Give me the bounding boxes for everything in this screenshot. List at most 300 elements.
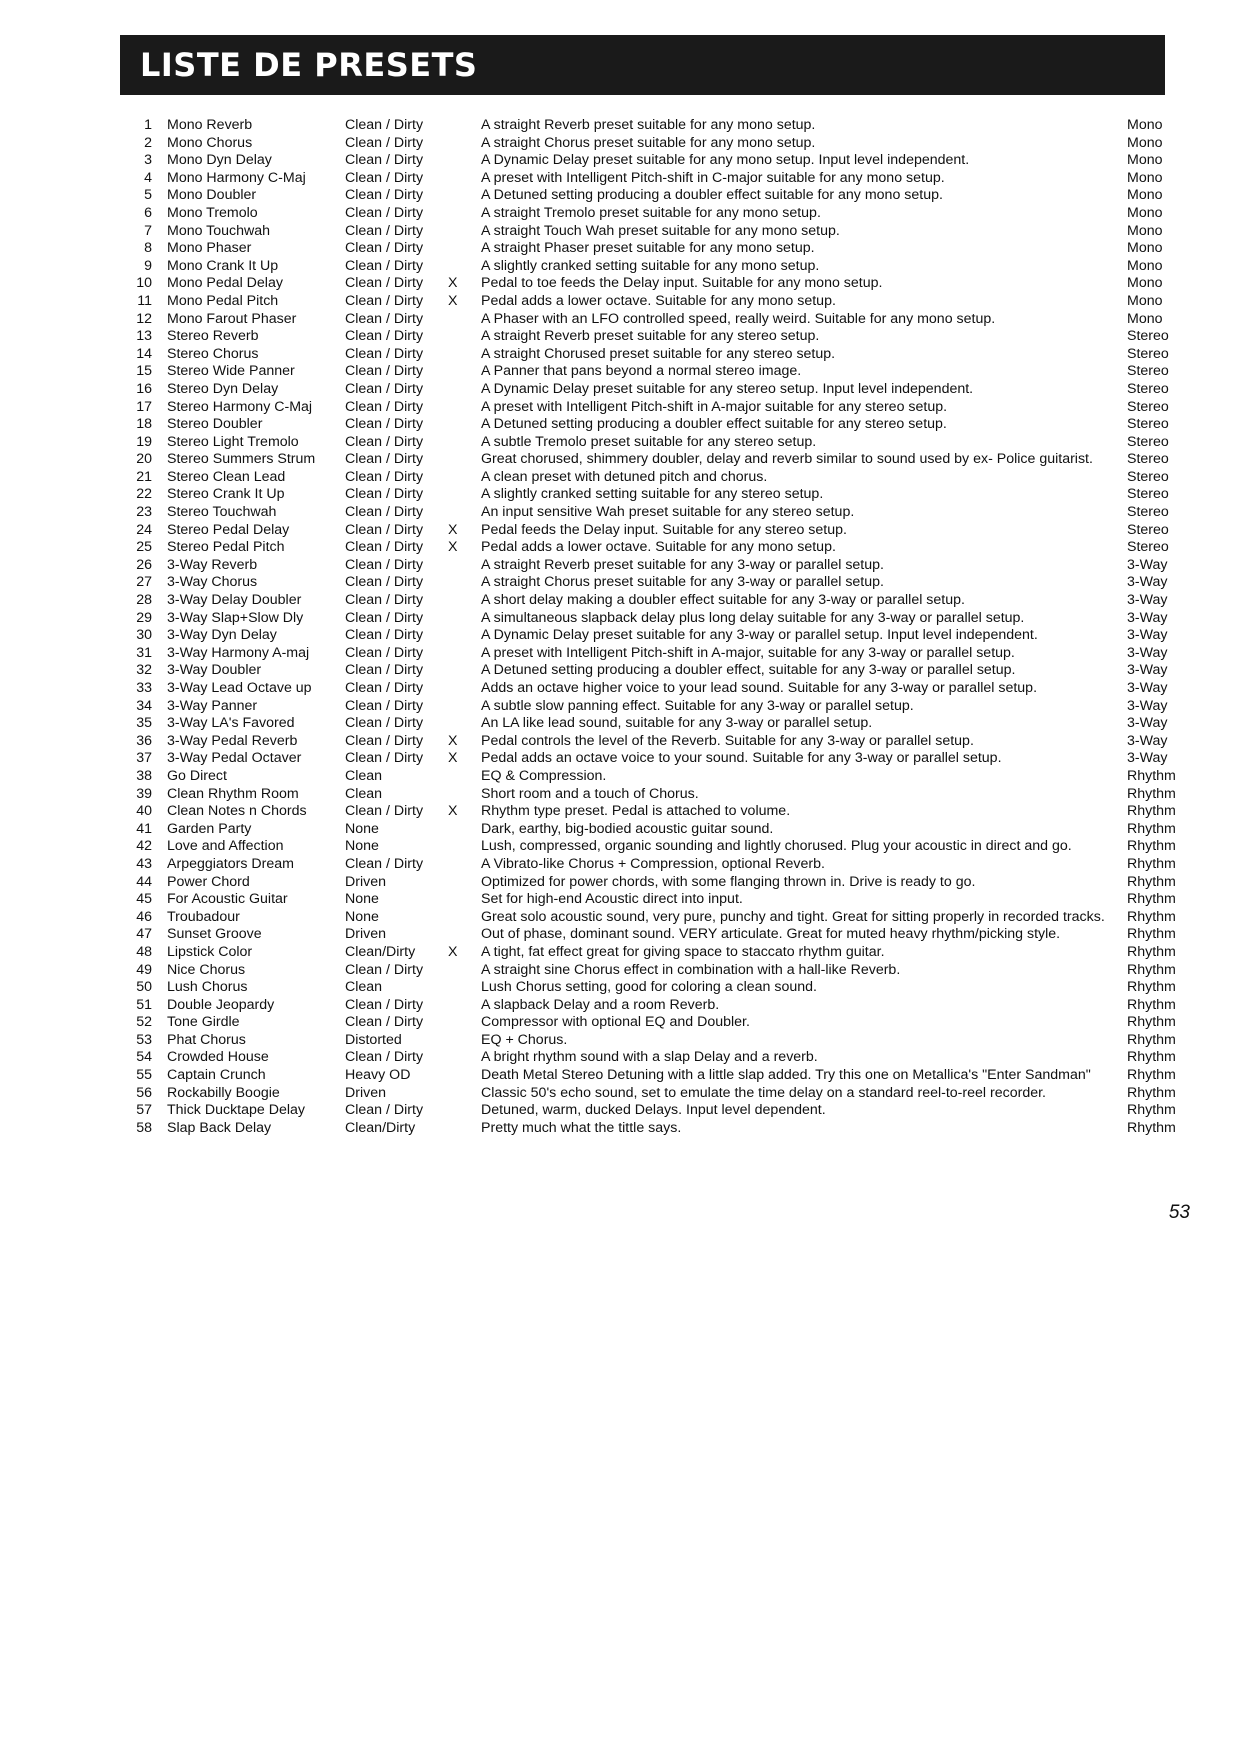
table-row	[122, 1067, 1202, 1085]
preset-setup: Rhythm	[1127, 855, 1176, 872]
preset-type: Clean / Dirty	[345, 644, 424, 661]
preset-setup: Rhythm	[1127, 1067, 1176, 1084]
preset-setup: Rhythm	[1127, 803, 1176, 820]
preset-number: 37	[136, 750, 152, 767]
preset-description: A subtle Tremolo preset suitable for any stereo setup.	[481, 433, 817, 450]
table-row	[122, 838, 1202, 856]
table-row	[122, 962, 1202, 980]
preset-name: Love and Affection	[167, 838, 284, 855]
table-row	[122, 891, 1202, 909]
preset-setup: Mono	[1127, 240, 1163, 257]
table-row	[122, 1014, 1202, 1032]
preset-setup: Stereo	[1127, 380, 1169, 397]
preset-description: Pretty much what the tittle says.	[481, 1119, 682, 1136]
preset-number: 19	[136, 433, 152, 450]
pedal-marker	[448, 1102, 481, 1120]
preset-description: A subtle slow panning effect. Suitable for any 3-way or parallel setup.	[481, 697, 914, 714]
preset-number: 39	[136, 785, 152, 802]
preset-description: A Detuned setting producing a doubler effect, suitable for any 3-way or parallel setup.	[481, 662, 1016, 679]
pedal-marker: X	[448, 943, 458, 960]
preset-number: 24	[136, 521, 152, 538]
preset-name: Go Direct	[167, 767, 227, 784]
preset-name: Stereo Dyn Delay	[167, 380, 279, 397]
table-row	[122, 311, 1202, 329]
preset-setup: Rhythm	[1127, 996, 1176, 1013]
pedal-marker	[448, 1032, 481, 1050]
pedal-marker	[448, 680, 481, 698]
preset-number: 42	[136, 838, 152, 855]
pedal-marker	[448, 662, 481, 680]
preset-description: A Panner that pans beyond a normal stereo image.	[481, 363, 802, 380]
preset-number: 18	[136, 416, 152, 433]
table-row	[122, 926, 1202, 944]
preset-type: Distorted	[345, 1031, 402, 1048]
pedal-marker	[448, 170, 481, 188]
pedal-marker: X	[448, 292, 458, 309]
preset-type: Clean / Dirty	[345, 1014, 424, 1031]
preset-number: 27	[136, 574, 152, 591]
preset-type: Clean / Dirty	[345, 1049, 424, 1066]
preset-number: 5	[144, 187, 152, 204]
preset-setup: Stereo	[1127, 451, 1169, 468]
preset-name: Thick Ducktape Delay	[167, 1102, 305, 1119]
table-row	[122, 363, 1202, 381]
preset-description: A straight Reverb preset suitable for any mono setup.	[481, 117, 816, 133]
preset-type: Clean / Dirty	[345, 363, 424, 380]
preset-type: Clean / Dirty	[345, 310, 424, 327]
table-row	[122, 856, 1202, 874]
preset-name: Phat Chorus	[167, 1031, 246, 1048]
preset-type: Clean / Dirty	[345, 627, 424, 644]
pedal-marker	[448, 926, 481, 944]
preset-type: Clean / Dirty	[345, 257, 424, 274]
preset-type: Clean / Dirty	[345, 187, 424, 204]
table-row	[122, 733, 1202, 751]
preset-number: 16	[136, 380, 152, 397]
preset-setup: 3-Way	[1127, 627, 1168, 644]
table-row	[122, 610, 1202, 628]
pedal-marker	[448, 856, 481, 874]
preset-description: A Detuned setting producing a doubler effect suitable for any mono setup.	[481, 187, 943, 204]
preset-name: Stereo Light Tremolo	[167, 433, 299, 450]
pedal-marker	[448, 874, 481, 892]
preset-setup: Stereo	[1127, 433, 1169, 450]
pedal-marker	[448, 135, 481, 153]
preset-setup: Stereo	[1127, 486, 1169, 503]
preset-description: Classic 50's echo sound, set to emulate the time delay on a standard reel-to-reel recorder.	[481, 1084, 1046, 1101]
preset-type: Clean / Dirty	[345, 504, 424, 521]
pedal-marker	[448, 1049, 481, 1067]
preset-name: Garden Party	[167, 820, 252, 837]
table-row	[122, 786, 1202, 804]
table-row	[122, 715, 1202, 733]
preset-name: Stereo Clean Lead	[167, 468, 286, 485]
preset-type: Clean	[345, 979, 383, 996]
table-row	[122, 1085, 1202, 1103]
preset-description: A short delay making a doubler effect suitable for any 3-way or parallel setup.	[481, 592, 965, 609]
preset-description: A straight Reverb preset suitable for any stereo setup.	[481, 328, 820, 345]
pedal-marker	[448, 486, 481, 504]
preset-number: 51	[136, 996, 152, 1013]
preset-type: Clean	[345, 785, 383, 802]
preset-name: 3-Way Doubler	[167, 662, 262, 679]
preset-number: 53	[136, 1031, 152, 1048]
preset-number: 31	[136, 644, 152, 661]
table-row	[122, 293, 1202, 311]
preset-setup: Rhythm	[1127, 1102, 1176, 1119]
preset-setup: Stereo	[1127, 363, 1169, 380]
preset-description: A simultaneous slapback delay plus long delay suitable for any 3-way or parallel setup.	[481, 609, 1025, 626]
preset-type: None	[345, 838, 379, 855]
preset-description: Adds an octave higher voice to your lead sound. Suitable for any 3-way or parallel setup.	[481, 680, 1038, 696]
pedal-marker	[448, 416, 481, 434]
preset-number: 1	[144, 117, 152, 133]
preset-description: Pedal to toe feeds the Delay input. Suitable for any mono setup.	[481, 275, 883, 292]
preset-description: Lush Chorus setting, good for coloring a clean sound.	[481, 979, 817, 996]
table-row	[122, 997, 1202, 1015]
preset-number: 56	[136, 1084, 152, 1101]
preset-description: Short room and a touch of Chorus.	[481, 785, 699, 802]
preset-number: 38	[136, 767, 152, 784]
pedal-marker	[448, 838, 481, 856]
page-title: LISTE DE PRESETS	[140, 46, 478, 84]
table-row	[122, 645, 1202, 663]
preset-name: Troubadour	[167, 908, 240, 925]
pedal-marker	[448, 187, 481, 205]
preset-setup: 3-Way	[1127, 715, 1168, 732]
preset-setup: 3-Way	[1127, 680, 1168, 696]
preset-description: Lush, compressed, organic sounding and lightly chorused. Plug your acoustic in direct and go.	[481, 838, 1072, 855]
pedal-marker	[448, 610, 481, 628]
preset-name: 3-Way Delay Doubler	[167, 592, 302, 609]
table-row	[122, 240, 1202, 258]
table-row	[122, 117, 1202, 135]
table-row	[122, 557, 1202, 575]
preset-description: Dark, earthy, big-bodied acoustic guitar sound.	[481, 820, 774, 837]
preset-setup: Rhythm	[1127, 1031, 1176, 1048]
preset-number: 20	[136, 451, 152, 468]
preset-number: 28	[136, 592, 152, 609]
pedal-marker	[448, 240, 481, 258]
table-row	[122, 662, 1202, 680]
pedal-marker	[448, 1014, 481, 1032]
preset-name: Tone Girdle	[167, 1014, 240, 1031]
preset-number: 29	[136, 609, 152, 626]
preset-name: Stereo Chorus	[167, 345, 259, 362]
table-row	[122, 187, 1202, 205]
preset-number: 40	[136, 803, 152, 820]
preset-setup: Rhythm	[1127, 1014, 1176, 1031]
pedal-marker	[448, 434, 481, 452]
preset-number: 3	[144, 152, 152, 169]
preset-number: 50	[136, 979, 152, 996]
preset-setup: Mono	[1127, 187, 1163, 204]
preset-name: Stereo Pedal Pitch	[167, 539, 285, 556]
pedal-marker	[448, 645, 481, 663]
table-row	[122, 821, 1202, 839]
preset-name: Crowded House	[167, 1049, 269, 1066]
preset-setup: Mono	[1127, 134, 1163, 151]
table-row	[122, 416, 1202, 434]
preset-description: A Detuned setting producing a doubler effect suitable for any stereo setup.	[481, 416, 947, 433]
preset-description: Pedal adds a lower octave. Suitable for any mono setup.	[481, 292, 836, 309]
pedal-marker	[448, 223, 481, 241]
preset-description: Pedal controls the level of the Reverb. Suitable for any 3-way or parallel setup.	[481, 732, 974, 749]
table-row	[122, 1120, 1202, 1138]
preset-description: Pedal adds an octave voice to your sound. Suitable for any 3-way or parallel setup.	[481, 750, 1002, 767]
preset-description: An input sensitive Wah preset suitable for any stereo setup.	[481, 504, 855, 521]
pedal-marker	[448, 399, 481, 417]
preset-number: 11	[137, 292, 152, 309]
preset-name: Mono Farout Phaser	[167, 310, 297, 327]
table-row	[122, 504, 1202, 522]
preset-number: 10	[136, 275, 152, 292]
preset-type: None	[345, 891, 379, 908]
pedal-marker	[448, 574, 481, 592]
preset-name: 3-Way Chorus	[167, 574, 258, 591]
preset-description: Pedal adds a lower octave. Suitable for any mono setup.	[481, 539, 836, 556]
preset-name: 3-Way Pedal Reverb	[167, 732, 298, 749]
preset-type: Clean / Dirty	[345, 697, 424, 714]
preset-description: A preset with Intelligent Pitch-shift in A-major, suitable for any 3-way or parallel setup.	[481, 644, 1015, 661]
pedal-marker	[448, 627, 481, 645]
preset-setup: Rhythm	[1127, 1049, 1176, 1066]
pedal-marker	[448, 909, 481, 927]
preset-setup: 3-Way	[1127, 592, 1168, 609]
preset-type: Clean / Dirty	[345, 468, 424, 485]
page-header	[120, 35, 1165, 95]
preset-number: 45	[136, 891, 152, 908]
preset-number: 22	[136, 486, 152, 503]
preset-type: Driven	[345, 873, 386, 890]
pedal-marker	[448, 504, 481, 522]
preset-type: Driven	[345, 1084, 386, 1101]
preset-number: 34	[136, 697, 152, 714]
preset-description: Pedal feeds the Delay input. Suitable for any stereo setup.	[481, 521, 847, 538]
preset-description: A Dynamic Delay preset suitable for any stereo setup. Input level independent.	[481, 380, 974, 397]
preset-setup: Mono	[1127, 152, 1163, 169]
preset-type: Clean/Dirty	[345, 1119, 416, 1136]
pedal-marker	[448, 469, 481, 487]
pedal-marker	[448, 152, 481, 170]
preset-setup: 3-Way	[1127, 697, 1168, 714]
preset-type: Clean / Dirty	[345, 117, 424, 133]
preset-name: 3-Way Lead Octave up	[167, 680, 312, 696]
preset-type: Heavy OD	[345, 1067, 411, 1084]
preset-name: 3-Way LA's Favored	[167, 715, 295, 732]
preset-number: 54	[136, 1049, 152, 1066]
preset-description: A slapback Delay and a room Reverb.	[481, 996, 720, 1013]
preset-type: Clean / Dirty	[345, 380, 424, 397]
preset-type: Clean / Dirty	[345, 662, 424, 679]
table-row	[122, 346, 1202, 364]
pedal-marker	[448, 311, 481, 329]
preset-setup: Rhythm	[1127, 961, 1176, 978]
table-row	[122, 434, 1202, 452]
pedal-marker	[448, 715, 481, 733]
preset-setup: Mono	[1127, 257, 1163, 274]
preset-setup: Rhythm	[1127, 891, 1176, 908]
preset-setup: Rhythm	[1127, 1119, 1176, 1136]
preset-type: Clean / Dirty	[345, 855, 424, 872]
table-row	[122, 486, 1202, 504]
preset-setup: 3-Way	[1127, 732, 1168, 749]
preset-number: 58	[136, 1119, 152, 1136]
pedal-marker: X	[448, 521, 458, 538]
table-row	[122, 522, 1202, 540]
preset-description: Compressor with optional EQ and Doubler.	[481, 1014, 750, 1031]
preset-setup: 3-Way	[1127, 609, 1168, 626]
preset-number: 43	[136, 855, 152, 872]
preset-name: Clean Notes n Chords	[167, 803, 307, 820]
preset-setup: Rhythm	[1127, 943, 1176, 960]
preset-name: Stereo Reverb	[167, 328, 259, 345]
pedal-marker	[448, 786, 481, 804]
preset-description: A slightly cranked setting suitable for any stereo setup.	[481, 486, 824, 503]
pedal-marker: X	[448, 539, 458, 556]
preset-number: 48	[136, 943, 152, 960]
pedal-marker	[448, 381, 481, 399]
preset-setup: Rhythm	[1127, 785, 1176, 802]
page-number: 53	[1168, 1202, 1190, 1223]
preset-number: 2	[144, 134, 152, 151]
preset-name: 3-Way Harmony A-maj	[167, 644, 310, 661]
preset-number: 36	[136, 732, 152, 749]
preset-description: A Vibrato-like Chorus + Compression, optional Reverb.	[481, 855, 825, 872]
table-row	[122, 223, 1202, 241]
table-row	[122, 627, 1202, 645]
preset-setup: Mono	[1127, 310, 1163, 327]
preset-description: EQ & Compression.	[481, 767, 607, 784]
preset-number: 44	[136, 873, 152, 890]
preset-type: Clean / Dirty	[345, 996, 424, 1013]
preset-number: 12	[136, 310, 152, 327]
preset-name: Stereo Touchwah	[167, 504, 277, 521]
preset-number: 47	[136, 926, 152, 943]
preset-setup: Rhythm	[1127, 838, 1176, 855]
preset-setup: Stereo	[1127, 328, 1169, 345]
pedal-marker	[448, 962, 481, 980]
table-row	[122, 944, 1202, 962]
preset-number: 6	[144, 204, 152, 221]
preset-name: Double Jeopardy	[167, 996, 275, 1013]
preset-number: 32	[136, 662, 152, 679]
preset-description: A clean preset with detuned pitch and chorus.	[481, 468, 768, 485]
preset-number: 7	[144, 222, 152, 239]
preset-description: Death Metal Stereo Detuning with a little slap added. Try this one on Metallica's "Enter Sandman"	[481, 1067, 1091, 1084]
preset-setup: Stereo	[1127, 468, 1169, 485]
table-row	[122, 909, 1202, 927]
preset-type: Clean / Dirty	[345, 204, 424, 221]
preset-description: Set for high-end Acoustic direct into input.	[481, 891, 743, 908]
preset-name: Rockabilly Boogie	[167, 1084, 280, 1101]
preset-name: Mono Pedal Pitch	[167, 292, 279, 309]
preset-type: Clean / Dirty	[345, 433, 424, 450]
preset-name: Lush Chorus	[167, 979, 248, 996]
table-row	[122, 399, 1202, 417]
preset-type: Clean / Dirty	[345, 275, 424, 292]
preset-name: Sunset Groove	[167, 926, 262, 943]
preset-name: Power Chord	[167, 873, 250, 890]
preset-number: 26	[136, 556, 152, 573]
pedal-marker	[448, 557, 481, 575]
preset-number: 33	[136, 680, 152, 696]
preset-type: Clean / Dirty	[345, 556, 424, 573]
pedal-marker	[448, 891, 481, 909]
preset-description: An LA like lead sound, suitable for any 3-way or parallel setup.	[481, 715, 873, 732]
preset-name: Mono Chorus	[167, 134, 253, 151]
preset-number: 35	[136, 715, 152, 732]
table-row	[122, 803, 1202, 821]
table-row	[122, 750, 1202, 768]
pedal-marker	[448, 117, 481, 135]
preset-description: A straight sine Chorus effect in combination with a hall-like Reverb.	[481, 961, 901, 978]
preset-number: 49	[136, 961, 152, 978]
preset-name: Mono Tremolo	[167, 204, 258, 221]
preset-number: 30	[136, 627, 152, 644]
preset-description: A straight Chorus preset suitable for any mono setup.	[481, 134, 816, 151]
preset-name: Stereo Summers Strum	[167, 451, 316, 468]
preset-name: 3-Way Slap+Slow Dly	[167, 609, 304, 626]
pedal-marker	[448, 979, 481, 997]
preset-description: A straight Phaser preset suitable for any mono setup.	[481, 240, 815, 257]
table-row	[122, 170, 1202, 188]
table-row	[122, 698, 1202, 716]
pedal-marker	[448, 698, 481, 716]
preset-name: Mono Phaser	[167, 240, 252, 257]
table-row	[122, 152, 1202, 170]
preset-type: Clean / Dirty	[345, 345, 424, 362]
preset-type: Clean / Dirty	[345, 240, 424, 257]
preset-number: 9	[144, 257, 152, 274]
preset-name: Stereo Wide Panner	[167, 363, 295, 380]
table-row	[122, 451, 1202, 469]
preset-name: Clean Rhythm Room	[167, 785, 299, 802]
preset-type: Clean / Dirty	[345, 134, 424, 151]
table-row	[122, 680, 1202, 698]
pedal-marker: X	[448, 803, 458, 820]
preset-description: Out of phase, dominant sound. VERY articulate. Great for muted heavy rhythm/picking style.	[481, 926, 1061, 943]
preset-type: Clean/Dirty	[345, 943, 416, 960]
preset-name: Stereo Doubler	[167, 416, 263, 433]
preset-number: 57	[136, 1102, 152, 1119]
preset-number: 21	[136, 468, 152, 485]
preset-type: Clean / Dirty	[345, 750, 424, 767]
preset-setup: 3-Way	[1127, 750, 1168, 767]
preset-setup: Mono	[1127, 204, 1163, 221]
table-row	[122, 539, 1202, 557]
preset-setup: Rhythm	[1127, 979, 1176, 996]
preset-description: A bright rhythm sound with a slap Delay and a reverb.	[481, 1049, 818, 1066]
preset-setup: Stereo	[1127, 416, 1169, 433]
preset-name: 3-Way Pedal Octaver	[167, 750, 302, 767]
preset-type: Clean / Dirty	[345, 961, 424, 978]
preset-description: A slightly cranked setting suitable for any mono setup.	[481, 257, 820, 274]
pedal-marker: X	[448, 750, 458, 767]
preset-type: Clean / Dirty	[345, 539, 424, 556]
preset-type: None	[345, 820, 379, 837]
preset-type: Clean / Dirty	[345, 398, 424, 415]
preset-number: 15	[136, 363, 152, 380]
preset-number: 41	[136, 820, 152, 837]
preset-number: 4	[144, 169, 152, 186]
preset-name: Mono Crank It Up	[167, 257, 279, 274]
preset-type: Clean / Dirty	[345, 609, 424, 626]
preset-type: Clean / Dirty	[345, 521, 424, 538]
table-row	[122, 381, 1202, 399]
preset-setup: Rhythm	[1127, 908, 1176, 925]
preset-name: For Acoustic Guitar	[167, 891, 288, 908]
